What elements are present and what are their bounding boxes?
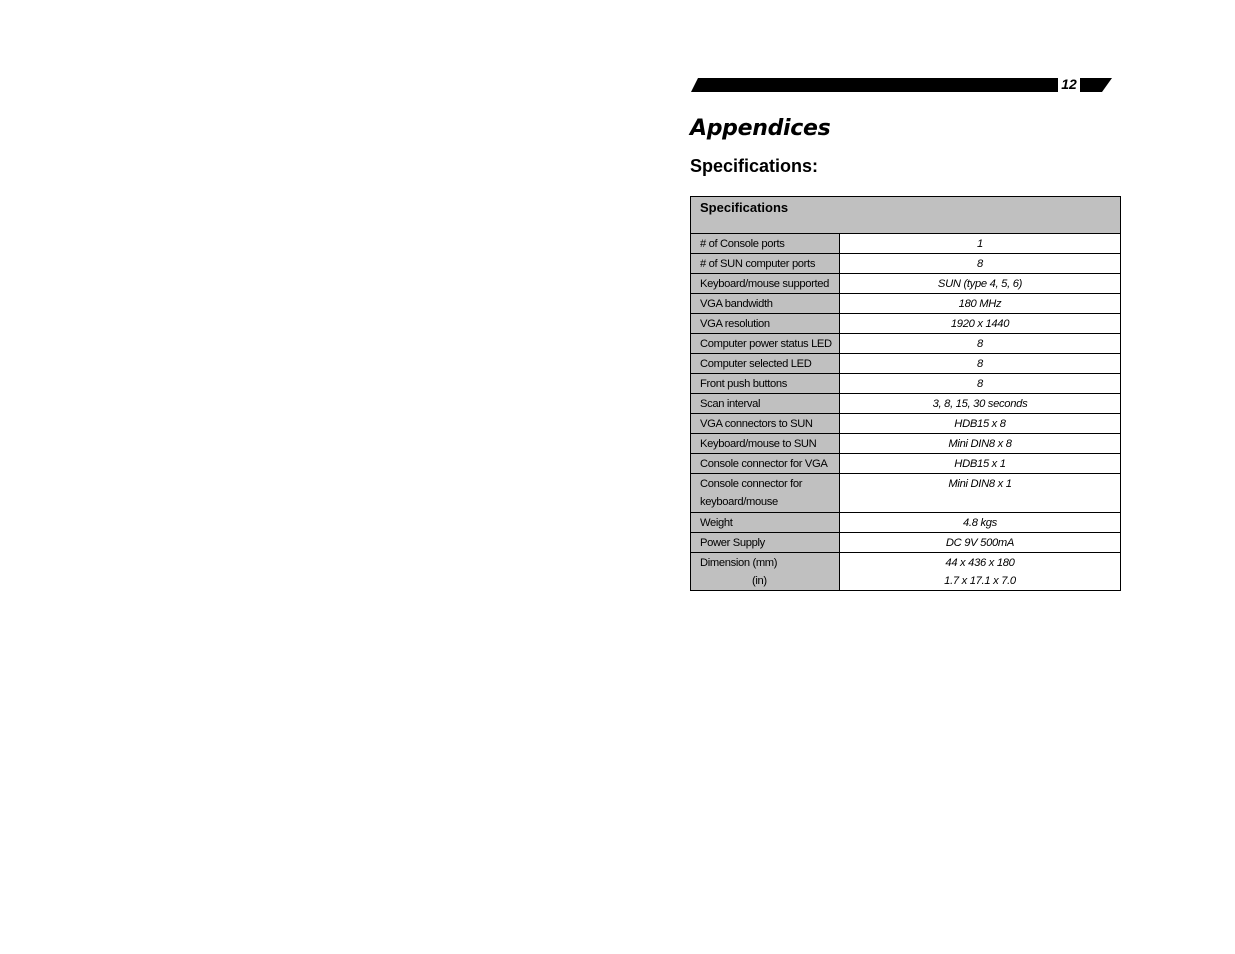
row-value: DC 9V 500mA bbox=[945, 537, 1015, 549]
table-row bbox=[691, 434, 1120, 454]
table-row bbox=[691, 334, 1120, 354]
table-row bbox=[691, 354, 1120, 374]
row-label-line: (in) bbox=[752, 575, 767, 587]
row-value: 8 bbox=[977, 338, 983, 350]
table-row bbox=[691, 314, 1120, 334]
row-label: VGA connectors to SUN bbox=[691, 414, 840, 433]
header-bar-graphic bbox=[691, 78, 1112, 94]
row-label: Computer power status LED bbox=[691, 334, 840, 353]
row-value: 4.8 kgs bbox=[963, 517, 997, 529]
table-row bbox=[691, 553, 1120, 590]
row-value: 8 bbox=[977, 378, 983, 390]
row-value-line: 44 x 436 x 180 bbox=[945, 557, 1015, 569]
row-label: VGA resolution bbox=[691, 314, 840, 333]
page-number: 12 bbox=[1058, 75, 1080, 93]
row-value: HDB15 x 1 bbox=[954, 458, 1006, 470]
row-value: 1 bbox=[977, 238, 983, 250]
table-row bbox=[691, 454, 1120, 474]
row-value: HDB15 x 8 bbox=[954, 418, 1006, 430]
row-label: Console connector for VGA bbox=[691, 454, 840, 473]
row-label: Keyboard/mouse supported bbox=[691, 274, 840, 293]
row-value: 180 MHz bbox=[958, 298, 1002, 310]
table-row bbox=[691, 414, 1120, 434]
row-value: 8 bbox=[977, 358, 983, 370]
row-label: Keyboard/mouse to SUN bbox=[691, 434, 840, 453]
row-value-line: 1.7 x 17.1 x 7.0 bbox=[944, 575, 1016, 587]
table-row bbox=[691, 533, 1120, 553]
row-label-line: keyboard/mouse bbox=[700, 496, 778, 508]
section-title: Appendices bbox=[690, 116, 831, 141]
table-row bbox=[691, 474, 1120, 513]
row-label: Weight bbox=[691, 513, 840, 532]
table-row bbox=[691, 513, 1120, 533]
row-label: VGA bandwidth bbox=[691, 294, 840, 313]
row-value: Mini DIN8 x 8 bbox=[948, 438, 1012, 450]
row-label: # of SUN computer ports bbox=[691, 254, 840, 273]
header-bar bbox=[691, 78, 1112, 94]
row-value bbox=[840, 553, 1120, 590]
table-row bbox=[691, 254, 1120, 274]
table-row bbox=[691, 274, 1120, 294]
table-header: Specifications bbox=[691, 197, 1120, 234]
row-value: 3, 8, 15, 30 seconds bbox=[932, 398, 1028, 410]
specifications-table bbox=[690, 196, 1121, 591]
row-label bbox=[691, 474, 840, 512]
row-value: 1920 x 1440 bbox=[950, 318, 1010, 330]
row-label bbox=[691, 553, 840, 590]
row-label-line: Console connector for bbox=[700, 478, 803, 490]
row-label: Front push buttons bbox=[691, 374, 840, 393]
table-row bbox=[691, 394, 1120, 414]
row-value: SUN (type 4, 5, 6) bbox=[937, 278, 1023, 290]
row-value: Mini DIN8 x 1 bbox=[948, 478, 1012, 490]
table-row bbox=[691, 234, 1120, 254]
row-label: Computer selected LED bbox=[691, 354, 840, 373]
subsection-title: Specifications: bbox=[690, 156, 819, 176]
table-row bbox=[691, 294, 1120, 314]
row-label-line: Dimension (mm) bbox=[700, 557, 778, 569]
row-label: # of Console ports bbox=[691, 234, 840, 253]
row-label: Power Supply bbox=[691, 533, 840, 552]
table-row bbox=[691, 374, 1120, 394]
row-label: Scan interval bbox=[691, 394, 840, 413]
row-value: 8 bbox=[977, 258, 983, 270]
